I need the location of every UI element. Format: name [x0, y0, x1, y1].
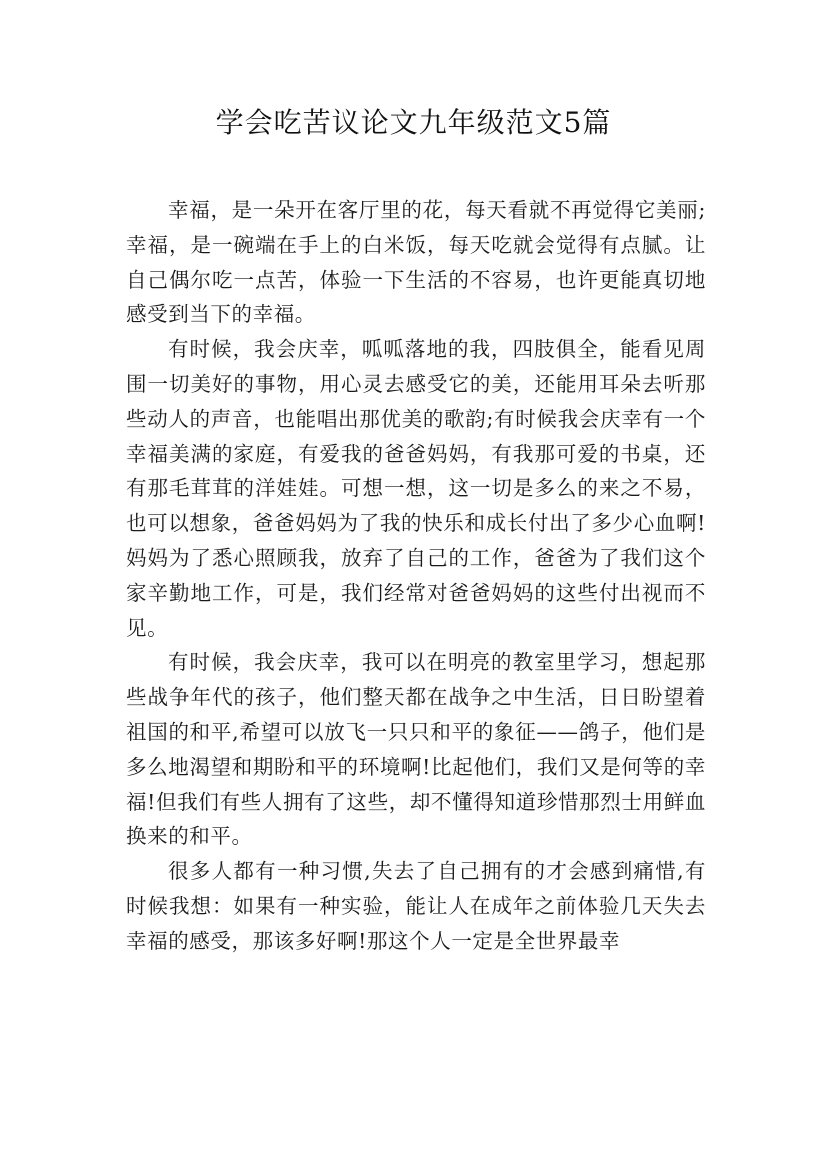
- document-body: [126, 193, 706, 959]
- paragraph-4: 很多人都有一种习惯,失去了自己拥有的才会感到痛惜,有时候我想：如果有一种实验，能让人在成年之前体验几天失去幸福的感受，那该多好啊!那这个人一定是全世界最幸: [126, 859, 706, 953]
- paragraph-3: 有时候，我会庆幸，我可以在明亮的教室里学习，想起那些战争年代的孩子，他们整天都在战争之中生活，日日盼望着祖国的和平,希望可以放飞一只只和平的象征——鸽子，他们是多么地渴望和期盼和平的环境啊!比起他们，我们又是何等的幸福!但我们有些人拥有了这些，却不懂得知道珍惜那烈士用鲜血换来的和平。: [126, 650, 706, 849]
- paragraph-2: 有时候，我会庆幸，呱呱落地的我，四肢俱全，能看见周围一切美好的事物，用心灵去感受它的美，还能用耳朵去听那些动人的声音，也能唱出那优美的歌韵;有时候我会庆幸有一个幸福美满的家庭，有爱我的爸爸妈妈，有我那可爱的书桌，还有那毛茸茸的洋娃娃。可想一想，这一切是多么的来之不易，也可以想象，爸爸妈妈为了我的快乐和成长付出了多少心血啊!妈妈为了悉心照顾我，放弃了自己的工作，爸爸为了我们这个家辛勤地工作，可是，我们经常对爸爸妈妈的这些付出视而不见。: [126, 337, 706, 640]
- paragraph-1: 幸福，是一朵开在客厅里的花，每天看就不再觉得它美丽;幸福，是一碗端在手上的白米饭，每天吃就会觉得有点腻。让自己偶尔吃一点苦，体验一下生活的不容易，也许更能真切地感受到当下的幸福。: [126, 198, 706, 327]
- document-title: 学会吃苦议论文九年级范文5篇: [215, 106, 612, 139]
